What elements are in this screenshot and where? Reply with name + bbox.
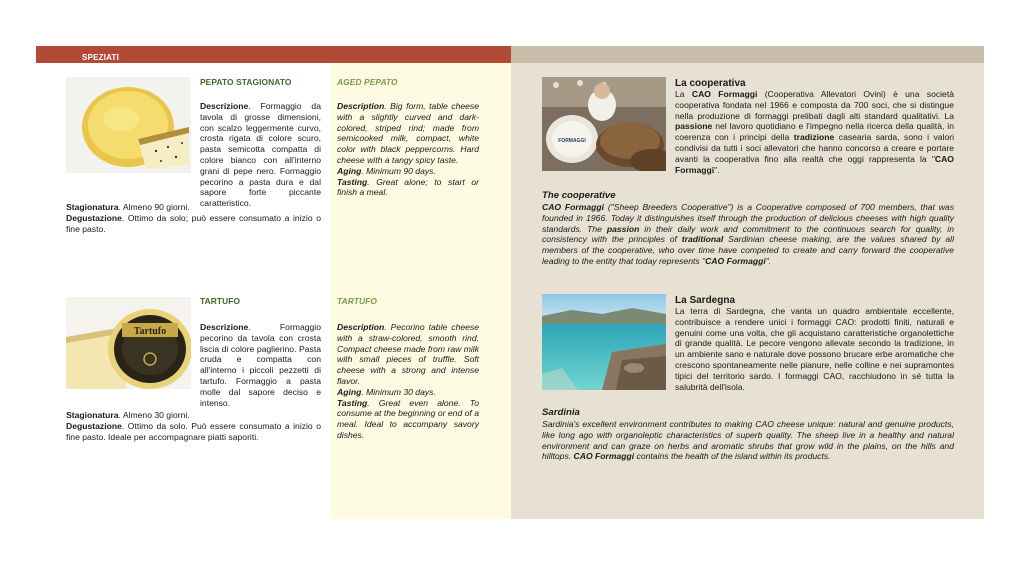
tartufo-tasting <box>66 421 321 443</box>
cheese-wheel-label: FORMAGGI <box>558 138 586 144</box>
pepato-tasting-text: . Ottimo da solo; può essere consumato a inizio o fine pasto. <box>66 213 321 234</box>
tartufo-tasting-label: Degustazione <box>66 421 122 431</box>
aged-pepato-aging-text: . Minimum 90 days. <box>361 165 436 176</box>
cooperativa-brand: CAO Formaggi <box>691 89 758 99</box>
tartufo-en-aging-label: Aging <box>337 386 362 397</box>
sardegna-text: La terra di Sardegna, che vanta un quadro ambientale eccellente, contribuisce a rendere unici i formaggi CAO: prodotti finiti, naturali e genuini come una volta, che gli acquistano caratteristiche organolettiche di grande qualità. Le pecore vengono allevate secondo la tradizione, in un ambiente sano e naturale dove possono brucare erbe aromatiche che crescono spontaneamente nelle pianure, nelle colline e nei supramontes tipici del territorio sardo. I formaggi CAO, racchiudono in sé tutta la salubrità dell'isola. <box>675 306 954 392</box>
section-label: SPEZIATI <box>82 53 120 62</box>
section-band-taupe <box>511 46 984 63</box>
tartufo-en-description-label: Description <box>337 322 385 332</box>
cooperativa-text-part: (Cooperativa Allevatori Ovini) è una società cooperativa fondata nel 1966 e composta da 700 soci, che si distingue nella produzione di formaggi prelibati dagli alti standard qualitativi. La <box>675 89 955 121</box>
aged-pepato-title: AGED PEPATO <box>337 77 398 87</box>
tartufo-title: TARTUFO <box>200 296 241 306</box>
pepato-aging <box>66 202 321 213</box>
cooperative-en-text-part: ". <box>765 255 772 266</box>
sardinia-en-text-part: Sardinia's excellent environment contributes to making CAO cheese unique: natural and genuine products, like long ago with organoleptic characteristics of superb quality. The sheep live in a healthy and natural environment and can graze on herbs and aromatic shrubs that grow wild in the plains, on the hills and hilltops. <box>542 419 954 462</box>
pepato-description-text: . Formaggio da tavola di grosse dimensioni, con scalzo leggermente curvo, crosta rigata di colore scuro, pasta semicotta compatta di colore bianco con all'interno grani di pepe nero. Formaggio pecorino a pasta dura e dal sapore forte piccante caratteristico. <box>200 101 321 209</box>
aged-pepato-aging-label: Aging <box>337 165 362 176</box>
cooperative-en-text-part: in their daily work and commitment to the continuous search for quality, in consistency with the principles of <box>542 223 954 245</box>
cooperativa-text <box>675 89 954 175</box>
tartufo-en-tasting-text: . Great even alone. To consume at the beginning or end of a meal. Ideal to accompany savory dishes. <box>337 397 479 440</box>
cooperative-photo <box>542 77 666 171</box>
sardinia-en-brand: CAO Formaggi <box>573 451 635 462</box>
tartufo-en-tasting-label: Tasting <box>337 397 368 408</box>
sardegna-title: La Sardegna <box>675 295 736 306</box>
pepato-aging-text: . Almeno 90 giorni. <box>118 202 190 212</box>
aged-pepato-tasting-label: Tasting <box>337 176 368 187</box>
cooperativa-title: La cooperativa <box>675 78 746 89</box>
tartufo-en-aging-text: . Minimum 30 days. <box>361 386 436 397</box>
cooperativa-text-part: casearia sarda, sono i valori condivisi da tutti i soci allevatori che hanno concorso a creare e portare avanti la cooperativa fino alla realtà che oggi rappresenta la " <box>675 132 955 164</box>
pepato-cheese-image <box>66 77 191 173</box>
tartufo-aging <box>66 410 321 421</box>
tartufo-en-description <box>337 322 479 441</box>
tartufo-aging-text: . Almeno 30 giorni. <box>118 410 190 420</box>
tartufo-cheese-image <box>66 297 191 389</box>
tartufo-tasting-text: . Ottimo da solo. Può essere consumato a inizio o fine pasto. Ideale per accompagnare piatti saporiti. <box>66 421 321 442</box>
tartufo-en-description-text: . Pecorino table cheese with a straw-colored, smooth rind. Compact cheese made from raw milk with small pieces of truffle. Soft cheese with a strong and intense flavor. <box>337 322 479 386</box>
tartufo-description-wrapped <box>200 322 321 408</box>
cooperativa-text-part: nel lavoro quotidiano e l'impegno nella ricerca della qualità, in coerenza con i principi della <box>675 121 954 143</box>
cooperative-en-passion: passion <box>606 223 640 234</box>
tartufo-en-title: TARTUFO <box>337 296 377 306</box>
cooperativa-text-part: ". <box>714 164 720 175</box>
aged-pepato-tasting-text: . Great alone; to start or finish a meal. <box>337 176 479 198</box>
pepato-tasting <box>66 213 321 235</box>
aged-pepato-description <box>337 101 479 198</box>
sardinia-en-text <box>542 419 954 462</box>
cooperative-en-text-part: ("Sheep Breeders Cooperative") is a Cooperative composed of 700 members, that was founded in 1966. Today it distinguishes itself through the production of delicious cheeses with high quality standards. The <box>542 202 954 234</box>
tartufo-label-text: Tartufo <box>133 326 167 337</box>
cooperative-en-brand: CAO Formaggi <box>542 202 605 212</box>
cooperativa-text-part: La <box>675 89 692 99</box>
cooperative-en-brand-end: CAO Formaggi <box>705 255 766 266</box>
cooperative-en-traditional: traditional <box>681 234 724 245</box>
tartufo-description-text: . Formaggio pecorino da tavola con crosta liscia di colore paglierino. Pasta cruda e compatta con all'interno i piccoli pezzetti di tartufo. Formaggio a pasta molle dal sapore deciso e intenso. <box>200 322 321 408</box>
pepato-description-wrapped <box>200 101 321 209</box>
cooperative-en-text-part: Sardinian cheese making, are the values shared by all members of the cooperative, who over time have competed to create and carry forward the cooperative leading to the entity that today represents " <box>542 234 954 266</box>
cooperativa-passione: passione <box>675 121 713 132</box>
aged-pepato-description-text: . Big form, table cheese with a slightly curved and dark-colored, striped rind; made from semicooked milk, compact, white color with black peppercorns. Hard cheese with a tangy spicy taste. <box>337 101 479 165</box>
sardinia-en-title: Sardinia <box>542 407 580 418</box>
cooperativa-brand-end: CAO Formaggi <box>675 153 954 175</box>
sardinia-en-text-part: contains the health of the island within its products. <box>634 451 831 462</box>
tartufo-aging-label: Stagionatura <box>66 410 119 420</box>
pepato-description-label: Descrizione <box>200 101 249 111</box>
cooperative-en-title: The cooperative <box>542 190 616 201</box>
pepato-aging-label: Stagionatura <box>66 202 119 212</box>
sardinia-coast-photo <box>542 294 666 390</box>
pepato-title: PEPATO STAGIONATO <box>200 77 292 87</box>
pepato-tasting-label: Degustazione <box>66 213 122 223</box>
cooperativa-tradizione: tradizione <box>793 132 835 143</box>
cooperative-en-text <box>542 202 954 267</box>
tartufo-description-label: Descrizione <box>200 322 249 332</box>
aged-pepato-description-label: Description <box>337 101 385 111</box>
